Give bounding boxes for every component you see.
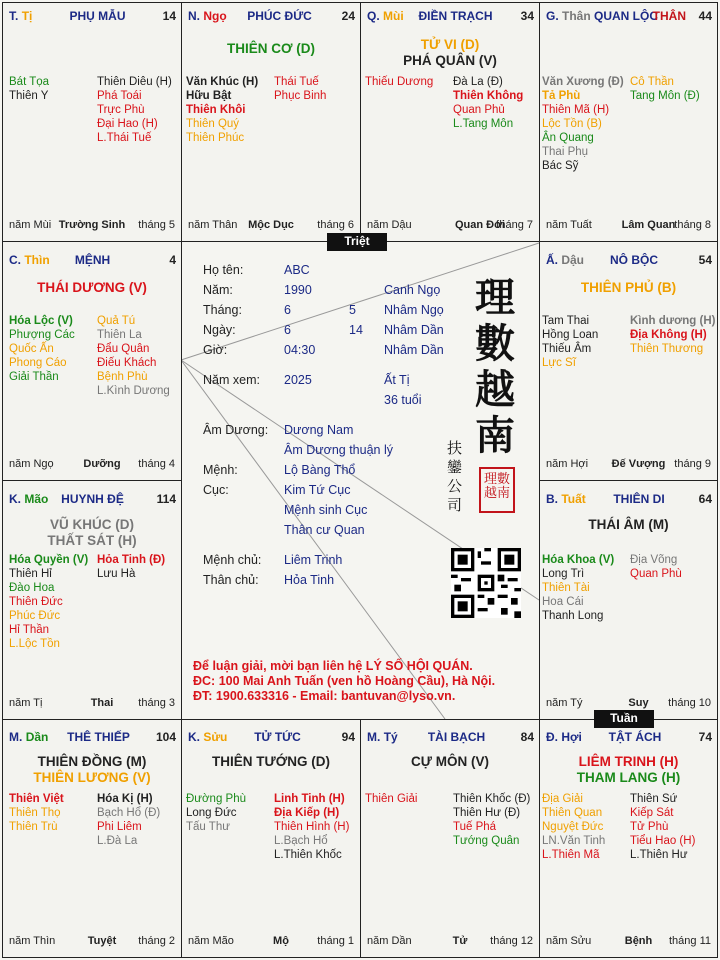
- name-label: Họ tên:: [203, 263, 244, 277]
- left-stars: Thiếu Dương: [365, 76, 434, 88]
- main-stars: THIÊN PHỦ (B): [580, 280, 677, 295]
- palace-header: Q. Mùi ĐIỀN TRẠCH 34: [367, 9, 534, 23]
- palace-mui[interactable]: [360, 2, 540, 242]
- palace-header: B. Tuất THIÊN DI 64: [546, 492, 712, 506]
- palace-footer: năm Ngọ Dưỡng tháng 4: [9, 458, 175, 470]
- day-canchi: Nhâm Dần: [384, 323, 444, 337]
- palace-footer: năm Tị Thai tháng 3: [9, 697, 175, 709]
- left-stars: Hóa Lộc (V) Phượng Các Quốc Ấn Phong Cáo Giải Thần: [9, 315, 75, 383]
- day-label: Ngày:: [203, 323, 236, 337]
- cuc-value: Kim Tứ Cục: [284, 483, 351, 497]
- palace-ngo[interactable]: [181, 2, 361, 242]
- palace-hoi[interactable]: [539, 719, 718, 958]
- palace-than[interactable]: [539, 2, 718, 242]
- red-seal: 理數 越南: [479, 467, 515, 513]
- than-chu-label: Thân chủ:: [203, 573, 259, 587]
- calligraphy-logo: 理 數 越 南: [475, 274, 515, 459]
- left-stars: Văn Xương (Đ) Tả Phù Thiên Mã (H) Lộc Tồn (B) Ân Quang Thai Phụ Bác Sỹ: [542, 76, 624, 172]
- contact-phone-email[interactable]: ĐT: 1900.633316 - Email: bantuvan@lyso.vn.: [193, 689, 456, 703]
- month-lunar: 5: [349, 303, 356, 317]
- month-label: Tháng:: [203, 303, 242, 317]
- hour-label: Giờ:: [203, 343, 228, 357]
- right-stars: Thiên Diêu (H) Phá Toái Trực Phù Đại Hao (H) L.Thái Tuế: [97, 76, 172, 144]
- qr-pattern: [451, 548, 521, 618]
- left-stars: Văn Khúc (H) Hữu Bật Thiên Khôi Thiên Quý Thiên Phúc: [186, 76, 259, 144]
- palace-footer: năm Hợi Đế Vượng tháng 9: [546, 458, 711, 470]
- palace-header: G. Thân QUAN LỘC THÂN 44: [546, 9, 712, 23]
- palace-header: Ấ. Dậu NÔ BỘC 54: [546, 253, 712, 267]
- palace-footer: năm Thân Mộc Dục tháng 6: [188, 219, 354, 231]
- tuan-marker: Tuần: [594, 710, 654, 728]
- palace-header: K. Mão HUYNH ĐỆ 114: [9, 492, 176, 506]
- right-stars: Thiên Sứ Kiếp Sát Tử Phù Tiểu Hao (H) L.Thiên Hư: [630, 793, 696, 861]
- main-stars: VŨ KHÚC (D) THẤT SÁT (H): [47, 517, 137, 548]
- right-stars: Địa Võng Quan Phù: [630, 554, 682, 580]
- palace-footer: năm Dần Tử tháng 12: [367, 935, 533, 947]
- palace-thin[interactable]: [2, 241, 182, 481]
- palace-footer: năm Tý Suy tháng 10: [546, 697, 711, 709]
- left-stars: Đường Phù Long Đức Tấu Thư: [186, 793, 246, 833]
- center-panel: [181, 241, 539, 719]
- menh-chu-value: Liêm Trinh: [284, 553, 343, 567]
- main-stars: THÁI ÂM (M): [588, 517, 669, 532]
- view-year: 2025: [284, 373, 312, 387]
- palace-header: C. Thìn MỆNH 4: [9, 253, 176, 267]
- right-stars: Quả Tú Thiên La Đẩu Quân Điếu Khách Bệnh Phù L.Kình Dương: [97, 315, 170, 397]
- right-stars: Kình dương (H) Địa Không (H) Thiên Thương: [630, 315, 716, 355]
- left-stars: Địa Giải Thiên Quan Nguyệt Đức LN.Văn Tinh L.Thiên Mã: [542, 793, 606, 861]
- cuc-note-1: Mệnh sinh Cục: [284, 503, 368, 517]
- palace-header: M. Dần THÊ THIẾP 104: [9, 730, 176, 744]
- menh-label: Mệnh:: [203, 463, 238, 477]
- palace-suu[interactable]: [181, 719, 361, 958]
- cuc-label: Cục:: [203, 483, 229, 497]
- palace-header: T. Tị PHỤ MẪU 14: [9, 9, 176, 23]
- day-solar: 6: [284, 323, 291, 337]
- left-stars: Bát Tọa Thiên Y: [9, 76, 50, 102]
- palace-header: K. Sửu TỬ TỨC 94: [188, 730, 355, 744]
- menh-chu-label: Mệnh chủ:: [203, 553, 262, 567]
- palace-dau[interactable]: [539, 241, 718, 481]
- main-stars: CỰ MÔN (V): [411, 754, 489, 769]
- contact-address: ĐC: 100 Mai Anh Tuấn (ven hồ Hoàng Cầu), Hà Nội.: [193, 674, 496, 688]
- am-duong-label: Âm Dương:: [203, 423, 269, 437]
- main-stars: THÁI DƯƠNG (V): [37, 280, 147, 295]
- palace-ty[interactable]: [2, 2, 182, 242]
- palace-footer: năm Dậu Quan Đới tháng 7: [367, 219, 533, 231]
- right-stars: Hỏa Tinh (Đ) Lưu Hà: [97, 554, 166, 580]
- left-stars: Hóa Quyền (V) Thiên Hỉ Đào Hoa Thiên Đức Phúc Đức Hỉ Thần L.Lộc Tồn: [9, 554, 89, 650]
- palace-footer: năm Tuất Lâm Quan tháng 8: [546, 219, 711, 231]
- year-value: 1990: [284, 283, 312, 297]
- hour-value: 04:30: [284, 343, 316, 357]
- month-canchi: Nhâm Ngọ: [384, 303, 444, 317]
- menh-value: Lộ Bàng Thổ: [284, 463, 356, 477]
- left-stars: Tam Thai Hồng Loan Thiếu Âm Lực Sĩ: [542, 315, 599, 369]
- palace-footer: năm Mùi Trường Sinh tháng 5: [9, 219, 175, 231]
- than-chu-value: Hỏa Tinh: [284, 573, 335, 587]
- cuc-note-2: Thân cư Quan: [284, 523, 365, 537]
- day-lunar: 14: [349, 323, 363, 337]
- contact-info: [193, 659, 495, 704]
- left-stars: Thiên Việt Thiên Thọ Thiên Trù: [9, 793, 64, 833]
- palace-header: N. Ngọ PHÚC ĐỨC 24: [188, 9, 355, 23]
- contact-line-1: Để luận giải, mời bạn liên hệ LÝ SỐ HỘI QUÁN.: [193, 659, 473, 673]
- triet-marker: Triệt: [327, 233, 387, 251]
- right-stars: Hóa Kị (H) Bạch Hổ (Đ) Phi Liêm L.Đà La: [97, 793, 161, 847]
- main-stars: THIÊN ĐỒNG (M) THIÊN LƯƠNG (V): [33, 754, 151, 785]
- right-stars: Thái Tuế Phục Binh: [274, 76, 327, 102]
- right-stars: Linh Tinh (H) Địa Kiếp (H) Thiên Hình (H) L.Bạch Hổ L.Thiên Khốc: [274, 793, 350, 861]
- year-canchi: Canh Ngọ: [384, 283, 441, 297]
- main-stars: THIÊN TƯỚNG (D): [212, 754, 330, 769]
- am-duong-value: Dương Nam: [284, 423, 354, 437]
- main-stars: LIÊM TRINH (H) THAM LANG (H): [576, 754, 681, 785]
- palace-footer: năm Mão Mộ tháng 1: [188, 935, 354, 947]
- logo-subtext: 扶 鑾 公 司: [447, 439, 463, 514]
- palace-tuat[interactable]: [539, 480, 718, 720]
- month-solar: 6: [284, 303, 291, 317]
- qr-code[interactable]: [451, 548, 521, 618]
- main-stars: TỬ VI (D) PHÁ QUÂN (V): [403, 37, 497, 68]
- palace-footer: năm Sửu Bệnh tháng 11: [546, 935, 711, 947]
- left-stars: Hóa Khoa (V) Long Trì Thiên Tài Hoa Cái Thanh Long: [542, 554, 615, 622]
- palace-header: M. Tý TÀI BẠCH 84: [367, 730, 534, 744]
- age-value: 36 tuổi: [384, 393, 422, 407]
- palace-ty-chi[interactable]: [360, 719, 540, 958]
- palace-mao[interactable]: [2, 480, 182, 720]
- name-value: ABC: [284, 263, 310, 277]
- main-stars: THIÊN CƠ (D): [226, 41, 315, 56]
- right-stars: Đà La (Đ) Thiên Không Quan Phủ L.Tang Môn: [453, 76, 524, 130]
- palace-dan[interactable]: [2, 719, 182, 958]
- view-year-label: Năm xem:: [203, 373, 260, 387]
- right-stars: Thiên Khốc (Đ) Thiên Hư (Đ) Tuế Phá Tướng Quân: [453, 793, 531, 847]
- right-stars: Cô Thần Tang Môn (Đ): [630, 76, 700, 102]
- palace-footer: năm Thìn Tuyệt tháng 2: [9, 935, 175, 947]
- palace-header: Đ. Hợi TẬT ÁCH 74: [546, 730, 712, 744]
- hour-canchi: Nhâm Dần: [384, 343, 444, 357]
- view-year-canchi: Ất Tị: [384, 373, 410, 387]
- left-stars: Thiên Giải: [365, 793, 418, 805]
- year-label: Năm:: [203, 283, 233, 297]
- am-duong-note: Âm Dương thuận lý: [284, 443, 393, 457]
